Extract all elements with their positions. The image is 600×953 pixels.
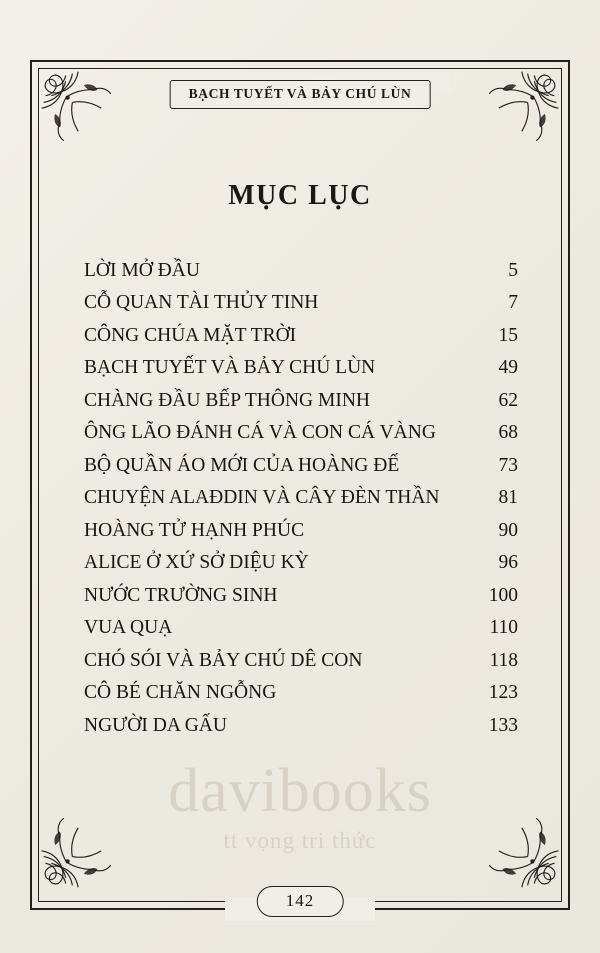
page-number-text: 142 [285, 891, 315, 910]
toc-entry-label: CÔNG CHÚA MẶT TRỜI [84, 324, 297, 346]
toc-entry-label: CHÀNG ĐẦU BẾP THÔNG MINH [84, 389, 371, 411]
toc-entry-label: HOÀNG TỬ HẠNH PHÚC [84, 519, 305, 541]
toc-entry [84, 417, 518, 450]
toc-entry-label: VUA QUẠ [84, 617, 173, 638]
watermark-main-text: davibooks [168, 757, 432, 825]
toc-entry [84, 254, 518, 287]
toc-entry-label: CHUYỆN ALAĐDIN VÀ CÂY ĐÈN THẦN [84, 487, 440, 508]
toc-entry [84, 547, 518, 580]
toc-entry-page: 100 [488, 584, 518, 606]
toc-entry-page: 68 [498, 422, 518, 443]
toc-entry-page: 133 [488, 714, 518, 736]
toc-entry-page: 15 [498, 324, 518, 346]
toc-entry [84, 287, 518, 320]
toc-entry [84, 514, 518, 547]
toc-entry [84, 612, 518, 645]
toc-entry-page: 49 [498, 357, 518, 378]
toc-entry-label: CỖ QUAN TÀI THỦY TINH [84, 292, 319, 313]
toc-entry [84, 449, 518, 482]
toc-entry-page: 81 [498, 487, 518, 508]
toc-entry-label: LỜI MỞ ĐẦU [84, 259, 200, 281]
toc-entry-page: 123 [488, 682, 518, 703]
toc-entry [84, 319, 518, 352]
toc-entry [84, 384, 518, 417]
toc-entry-label: ÔNG LÃO ĐÁNH CÁ VÀ CON CÁ VÀNG [84, 422, 436, 443]
toc-entry-label: BỘ QUẦN ÁO MỚI CỦA HOÀNG ĐẾ [84, 454, 400, 476]
watermark-sub-text: tt vọng tri thức [223, 828, 377, 853]
table-of-contents [70, 180, 530, 742]
toc-entry-label: NGƯỜI DA GẤU [84, 714, 227, 736]
toc-entry [84, 677, 518, 710]
running-head-text: BẠCH TUYẾT VÀ BẢY CHÚ LÙN [188, 86, 412, 101]
toc-entry [84, 579, 518, 612]
toc-entry-page: 62 [498, 389, 518, 411]
toc-entry [84, 482, 518, 515]
toc-entry-label: CÔ BÉ CHĂN NGỖNG [84, 682, 277, 703]
toc-entry-label: BẠCH TUYẾT VÀ BẢY CHÚ LÙN [84, 357, 376, 378]
toc-entry [84, 644, 518, 677]
toc-entry-page: 110 [489, 617, 518, 638]
toc-entry-label: ALICE Ở XỨ SỞ DIỆU KỲ [84, 552, 309, 573]
toc-entry-page: 96 [498, 552, 518, 573]
toc-entry-list [70, 254, 530, 742]
toc-entry [84, 352, 518, 385]
toc-entry [84, 709, 518, 742]
running-head-box [170, 80, 431, 109]
toc-entry-label: NƯỚC TRƯỜNG SINH [84, 584, 278, 606]
toc-entry-page: 5 [508, 259, 518, 281]
page-title: MỤC LỤC [228, 180, 372, 211]
toc-entry-page: 7 [508, 292, 518, 313]
page-number-box [257, 886, 344, 917]
toc-entry-label: CHÓ SÓI VÀ BẢY CHÚ DÊ CON [84, 649, 363, 671]
toc-entry-page: 118 [489, 649, 518, 671]
toc-entry-page: 73 [498, 454, 518, 476]
toc-entry-page: 90 [498, 519, 518, 541]
